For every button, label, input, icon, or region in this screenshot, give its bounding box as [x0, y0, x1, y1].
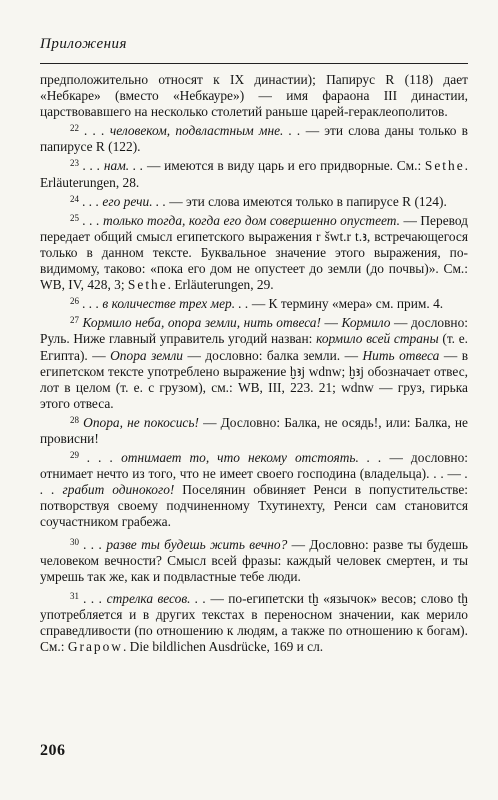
note-text: предположительно относят к IX династии); Папирус R (118) дает «Небкаре» (вместо «Небкауре») — имя фараона III династии, царствовавшего на несколько столетий раньше царей-гераклеополитов.: [40, 72, 468, 120]
footnote-paragraph: [40, 210, 468, 293]
author-name: Sethe: [127, 277, 168, 293]
running-head: Приложения: [40, 36, 128, 52]
note-text: (т. е. Египта). —: [40, 331, 468, 363]
footnote-paragraph: [40, 120, 468, 155]
footnote-paragraph: [40, 293, 468, 312]
note-number: 30: [70, 536, 79, 547]
body-text: [40, 72, 468, 655]
quoted-phrase: . . . грабит одинокого!: [40, 466, 468, 498]
footnote-paragraph: [40, 534, 468, 585]
note-number: 28: [70, 414, 79, 425]
note-text: — К термину «мера» см. прим. 4.: [251, 296, 444, 312]
quoted-phrase: . . . нам. . .: [79, 158, 147, 174]
footnote-paragraph: [40, 412, 468, 447]
author-name: Grapow: [67, 639, 123, 655]
quoted-phrase: . . . разве ты будешь жить вечно?: [79, 536, 292, 552]
note-text: — дословно: Руль. Ниже главный управитель угодий назван:: [40, 315, 469, 347]
note-number: 29: [70, 450, 79, 461]
continued-paragraph: [40, 72, 468, 120]
note-number: 26: [70, 296, 79, 307]
quoted-phrase: Кормило неба, опора земли, нить отвеса!: [79, 315, 325, 331]
quoted-phrase: . . . отнимает то, что некому отстоять. . .: [79, 450, 390, 466]
footnote-paragraph: [40, 447, 468, 530]
footnote-paragraph: [40, 155, 468, 190]
note-text: Поселянин обвиняет Ренси в попустительстве: потворствуя своему подчиненному Тхутинехту, Ренси сам становится соучастником грабежа.: [40, 482, 468, 530]
note-text: . Erläuterungen, 28.: [40, 158, 468, 190]
footnote-paragraph: [40, 191, 468, 210]
note-number: 31: [70, 590, 79, 601]
quoted-phrase: Опора, не покосись!: [79, 414, 204, 430]
note-text: — Дословно: разве ты будешь человеком вечности? Смысл всей фразы: каждый человек смертен, и ты умрешь так же, как и подвластные тебе люди.: [40, 536, 468, 584]
note-text: — Перевод передает общий смысл египетского выражения r šwt.r t.ꜣ, встречающегося только в данном тексте. Буквальное значение этого выражения, по-видимому, таково: «пока его дом не опустеет до земли (до почвы)». См.: WB, IV, 428, 3;: [40, 212, 468, 293]
note-text: . Erläuterungen, 29.: [167, 277, 274, 293]
note-number: 24: [70, 193, 79, 204]
note-text: — в египетском тексте употреблено выражение ḫꜣj wdnw; ḫꜣj обозначает отвес, лот в целом (т. е. с грузом), см.: WB, III, 223. 21; wdnw — груз, гирька этого отвеса.: [40, 347, 469, 411]
note-number: 23: [70, 158, 79, 169]
quoted-phrase: . . . его речи. . .: [79, 193, 170, 209]
note-number: 25: [70, 212, 79, 223]
quoted-phrase: . . . только тогда, когда его дом совершенно опустеет.: [79, 212, 404, 228]
note-number: 22: [70, 123, 79, 134]
footnote-paragraph: [40, 588, 468, 655]
author-name: Sethe: [424, 158, 465, 174]
quoted-phrase: . . . в количестве трех мер. . .: [79, 296, 252, 312]
note-number: 27: [70, 315, 79, 326]
note-text: — дословно: отнимает нечто из того, что не имеет своего господина (владельца). . . —: [40, 450, 468, 482]
footnote-paragraph: [40, 312, 468, 412]
note-text: — эти слова даны только в папирусе R (122).: [40, 123, 469, 155]
header-rule: [40, 63, 468, 64]
quoted-phrase: . . . стрелка весов. . .: [79, 590, 211, 606]
note-text: —: [324, 315, 342, 331]
quoted-phrase: Кормило: [341, 315, 391, 331]
note-text: — Дословно: Балка, не осядь!, или: Балка, не провисни!: [40, 414, 468, 446]
page-number: 206: [40, 742, 66, 759]
note-text: — по-египетски tḫ «язычок» весов; слово tḫ употребляется и в других текстах в переносном значении, как мерило справедливости (по отношению к людям, а также по отношению к богам). См.:: [40, 590, 468, 655]
quoted-phrase: . . . человеком, подвластным мне. . .: [79, 123, 306, 139]
note-text: — дословно: балка земли. —: [183, 347, 363, 363]
quoted-phrase: Нить отвеса: [362, 347, 440, 363]
note-text: . Die bildlichen Ausdrücke, 169 и сл.: [122, 639, 324, 655]
quoted-phrase: Опора земли: [110, 347, 183, 363]
note-text: — эти слова имеются только в папирусе R (124).: [169, 193, 447, 209]
note-text: — имеются в виду царь и его придворные. См.:: [146, 158, 425, 174]
quoted-phrase: кормило всей страны: [316, 331, 439, 347]
